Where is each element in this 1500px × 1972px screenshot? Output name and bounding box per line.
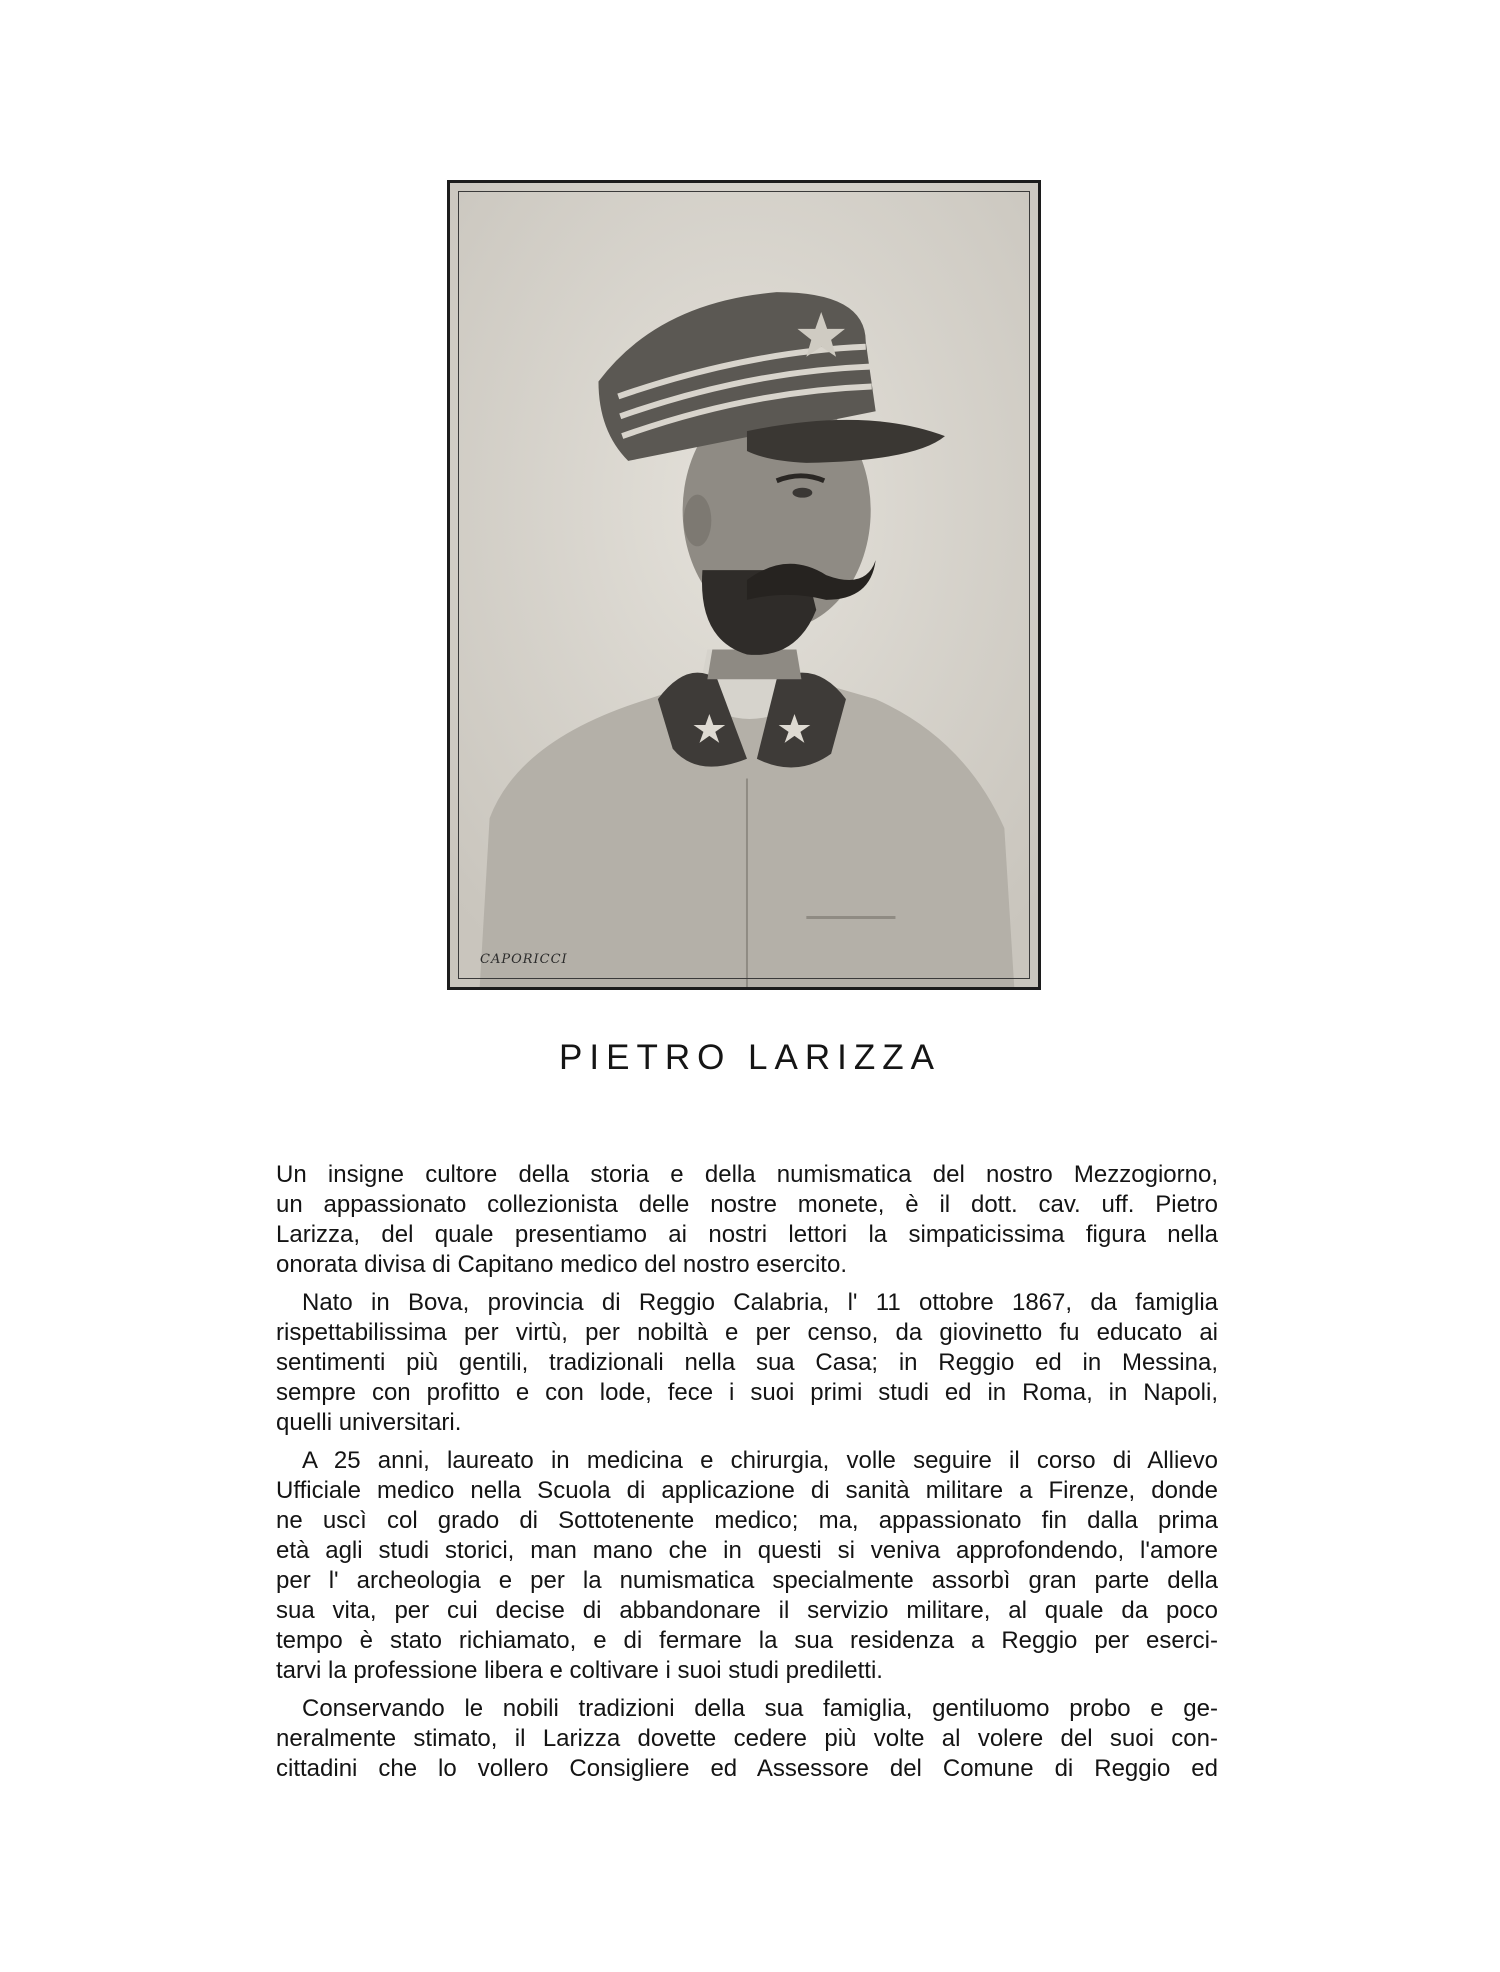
- text-line: Conservando le nobili tradizioni della sua famiglia, gentiluomo probo e ge-: [302, 1695, 1218, 1722]
- paragraph-2: [276, 1288, 1218, 1438]
- text-line: onorata divisa di Capitano medico del nostro esercito.: [276, 1251, 847, 1278]
- text-line: ne uscì col grado di Sottotenente medico; ma, appassionato fin dalla prima: [276, 1507, 1218, 1534]
- text-line: sentimenti più gentili, tradizionali nella sua Casa; in Reggio ed in Messina,: [276, 1349, 1218, 1376]
- text-line: quelli universitari.: [276, 1409, 462, 1436]
- text-line: età agli studi storici, man mano che in questi si veniva approfondendo, l'amore: [276, 1537, 1218, 1564]
- text-line: sempre con profitto e con lode, fece i suoi primi studi ed in Roma, in Napoli,: [276, 1379, 1218, 1406]
- text-line: Larizza, del quale presentiamo ai nostri lettori la simpaticissima figura nella: [276, 1221, 1218, 1248]
- text-line: Nato in Bova, provincia di Reggio Calabria, l' 11 ottobre 1867, da famiglia: [302, 1289, 1218, 1316]
- portrait-photo: [447, 180, 1041, 990]
- text-line: tempo è stato richiamato, e di fermare la sua residenza a Reggio per eserci-: [276, 1627, 1218, 1654]
- text-line: cittadini che lo vollero Consigliere ed Assessore del Comune di Reggio ed: [276, 1755, 1218, 1782]
- portrait-illustration: [450, 183, 1038, 987]
- photo-signature: CAPORICCI: [480, 952, 568, 967]
- text-line: Ufficiale medico nella Scuola di applicazione di sanità militare a Firenze, donde: [276, 1477, 1218, 1504]
- text-line: neralmente stimato, il Larizza dovette cedere più volte al volere del suoi con-: [276, 1725, 1218, 1752]
- paragraph-1: [276, 1160, 1218, 1280]
- page-title: PIETRO LARIZZA: [559, 1038, 941, 1077]
- text-line: A 25 anni, laureato in medicina e chirurgia, volle seguire il corso di Allievo: [302, 1447, 1218, 1474]
- paragraph-4: [276, 1694, 1218, 1784]
- text-line: un appassionato collezionista delle nostre monete, è il dott. cav. uff. Pietro: [276, 1191, 1218, 1218]
- text-line: sua vita, per cui decise di abbandonare il servizio militare, al quale da poco: [276, 1597, 1218, 1624]
- text-line: per l' archeologia e per la numismatica specialmente assorbì gran parte della: [276, 1567, 1218, 1594]
- paragraph-3: [276, 1446, 1218, 1686]
- text-line: Un insigne cultore della storia e della numismatica del nostro Mezzogiorno,: [276, 1161, 1218, 1188]
- text-line: tarvi la professione libera e coltivare i suoi studi prediletti.: [276, 1657, 883, 1684]
- text-line: rispettabilissima per virtù, per nobiltà e per censo, da giovinetto fu educato ai: [276, 1319, 1218, 1346]
- article-body: [276, 1160, 1218, 1792]
